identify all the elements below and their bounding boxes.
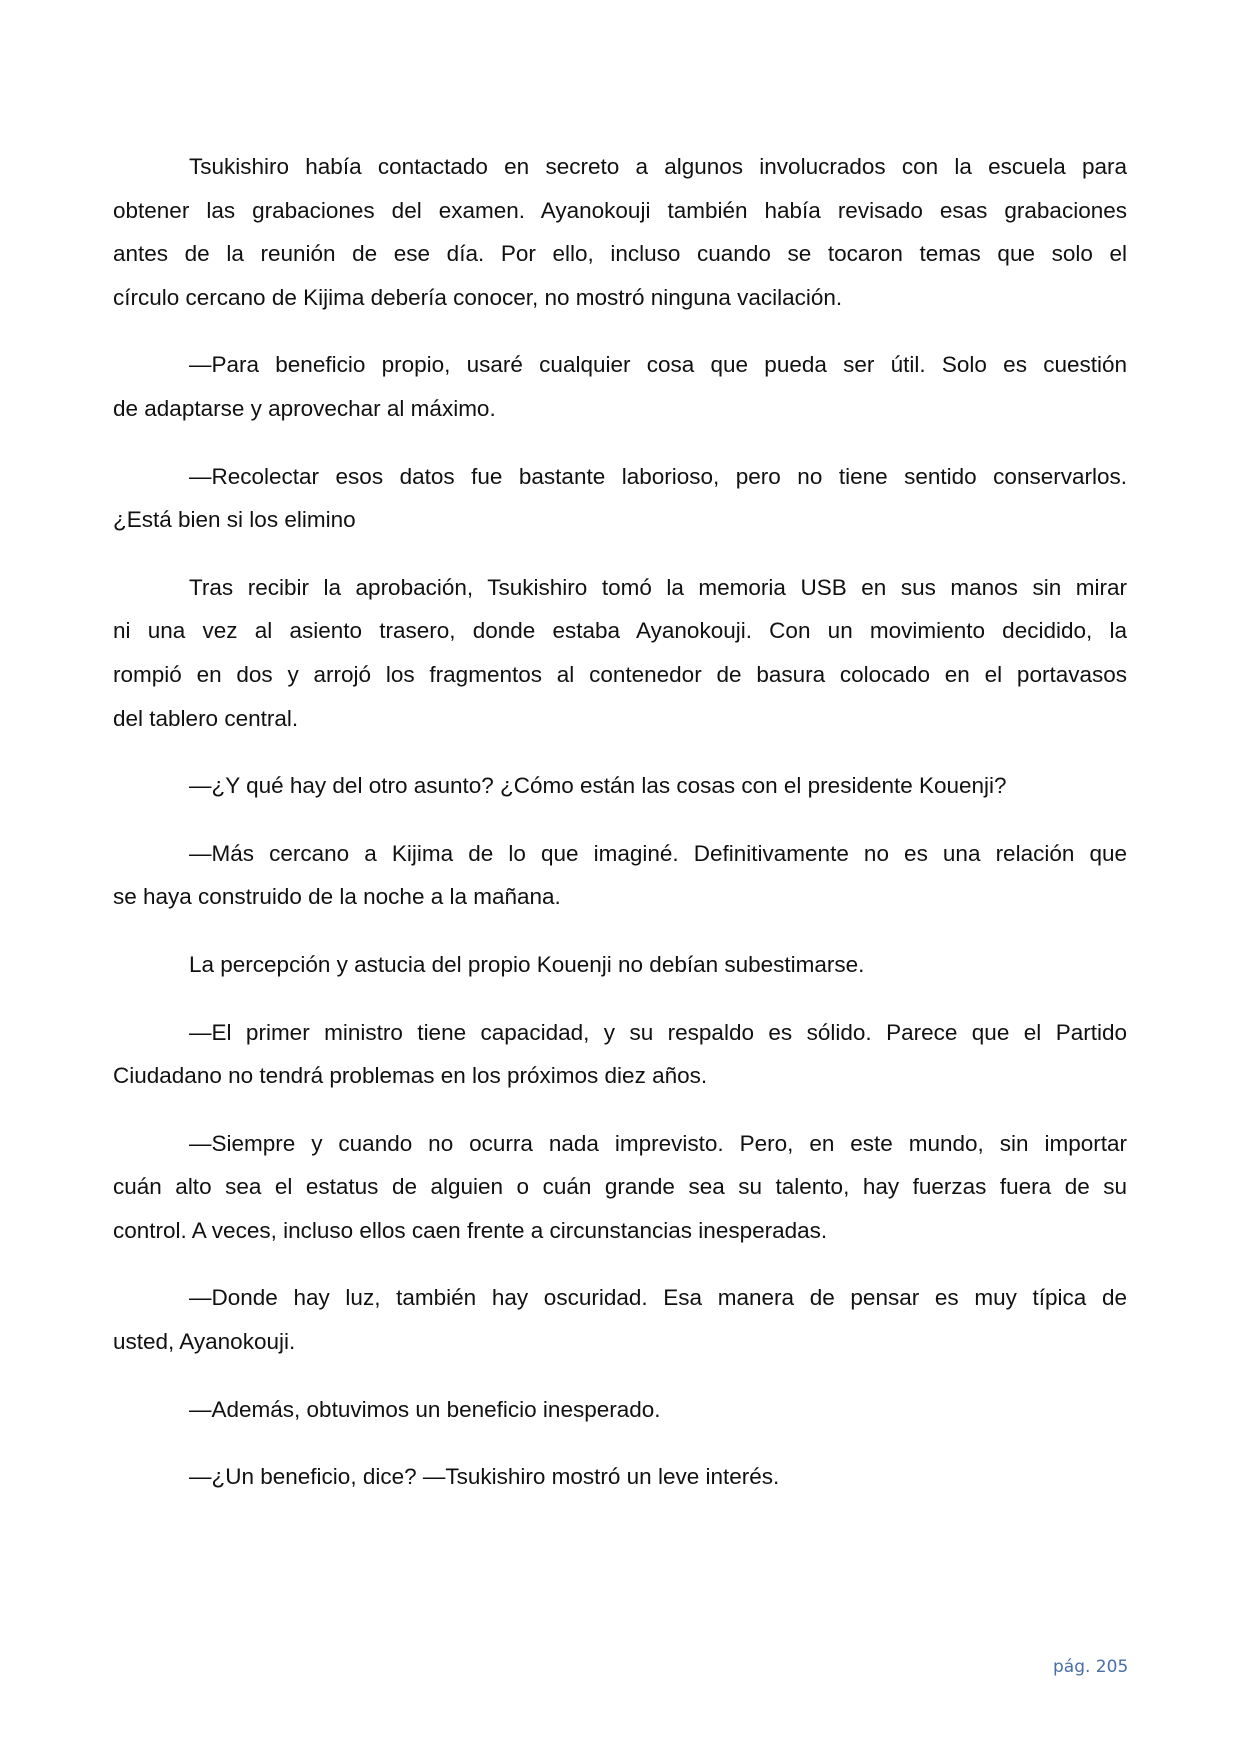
text-line: —Para beneficio propio, usaré cualquier cosa que pueda ser útil. Solo es cuestión (189, 352, 1127, 378)
paragraph (113, 1011, 1127, 1098)
text-line: La percepción y astucia del propio Kouenji no debían subestimarse. (189, 951, 865, 977)
text-line: Ciudadano no tendrá problemas en los próximos diez años. (113, 1063, 708, 1089)
body-text (113, 145, 1127, 1523)
text-line: —Siempre y cuando no ocurra nada imprevisto. Pero, en este mundo, sin importar (189, 1130, 1127, 1156)
paragraph (113, 832, 1127, 919)
paragraph (113, 343, 1127, 430)
page-number: pág. 205 (1053, 1657, 1129, 1677)
paragraph (113, 764, 1127, 808)
text-line: —Recolectar esos datos fue bastante laborioso, pero no tiene sentido conservarlos. (189, 463, 1127, 489)
paragraph (113, 145, 1127, 319)
text-line: cuán alto sea el estatus de alguien o cuán grande sea su talento, hay fuerzas fuera de su (113, 1174, 1127, 1200)
text-line: se haya construido de la noche a la mañana. (113, 884, 561, 910)
text-line: de adaptarse y aprovechar al máximo. (113, 395, 496, 421)
text-line: círculo cercano de Kijima debería conocer, no mostró ninguna vacilación. (113, 284, 843, 310)
text-line: ni una vez al asiento trasero, donde estaba Ayanokouji. Con un movimiento decidido, la (113, 618, 1127, 644)
text-line: —El primer ministro tiene capacidad, y su respaldo es sólido. Parece que el Partido (189, 1019, 1127, 1045)
text-line: —Donde hay luz, también hay oscuridad. Esa manera de pensar es muy típica de (189, 1285, 1127, 1311)
text-line: —Además, obtuvimos un beneficio inesperado. (189, 1396, 661, 1422)
paragraph (113, 1122, 1127, 1253)
text-line: —¿Un beneficio, dice? —Tsukishiro mostró un leve interés. (189, 1464, 780, 1490)
text-line: —¿Y qué hay del otro asunto? ¿Cómo están las cosas con el presidente Kouenji? (189, 773, 1007, 799)
text-line: usted, Ayanokouji. (113, 1329, 296, 1355)
text-line: control. A veces, incluso ellos caen frente a circunstancias inesperadas. (113, 1217, 828, 1243)
paragraph (113, 566, 1127, 740)
paragraph (113, 1388, 1127, 1432)
text-line: obtener las grabaciones del examen. Ayanokouji también había revisado esas grabaciones (113, 197, 1127, 223)
text-line: del tablero central. (113, 705, 299, 731)
paragraph (113, 1455, 1127, 1499)
text-line: —Más cercano a Kijima de lo que imaginé. Definitivamente no es una relación que (189, 840, 1127, 866)
text-line: Tras recibir la aprobación, Tsukishiro tomó la memoria USB en sus manos sin mirar (189, 574, 1127, 600)
paragraph (113, 943, 1127, 987)
text-line: ¿Está bien si los elimino (113, 507, 356, 533)
paragraph (113, 455, 1127, 542)
paragraph (113, 1276, 1127, 1363)
text-line: rompió en dos y arrojó los fragmentos al contenedor de basura colocado en el portavasos (113, 661, 1127, 687)
text-line: antes de la reunión de ese día. Por ello, incluso cuando se tocaron temas que solo el (113, 241, 1127, 267)
text-line: Tsukishiro había contactado en secreto a algunos involucrados con la escuela para (189, 154, 1127, 179)
